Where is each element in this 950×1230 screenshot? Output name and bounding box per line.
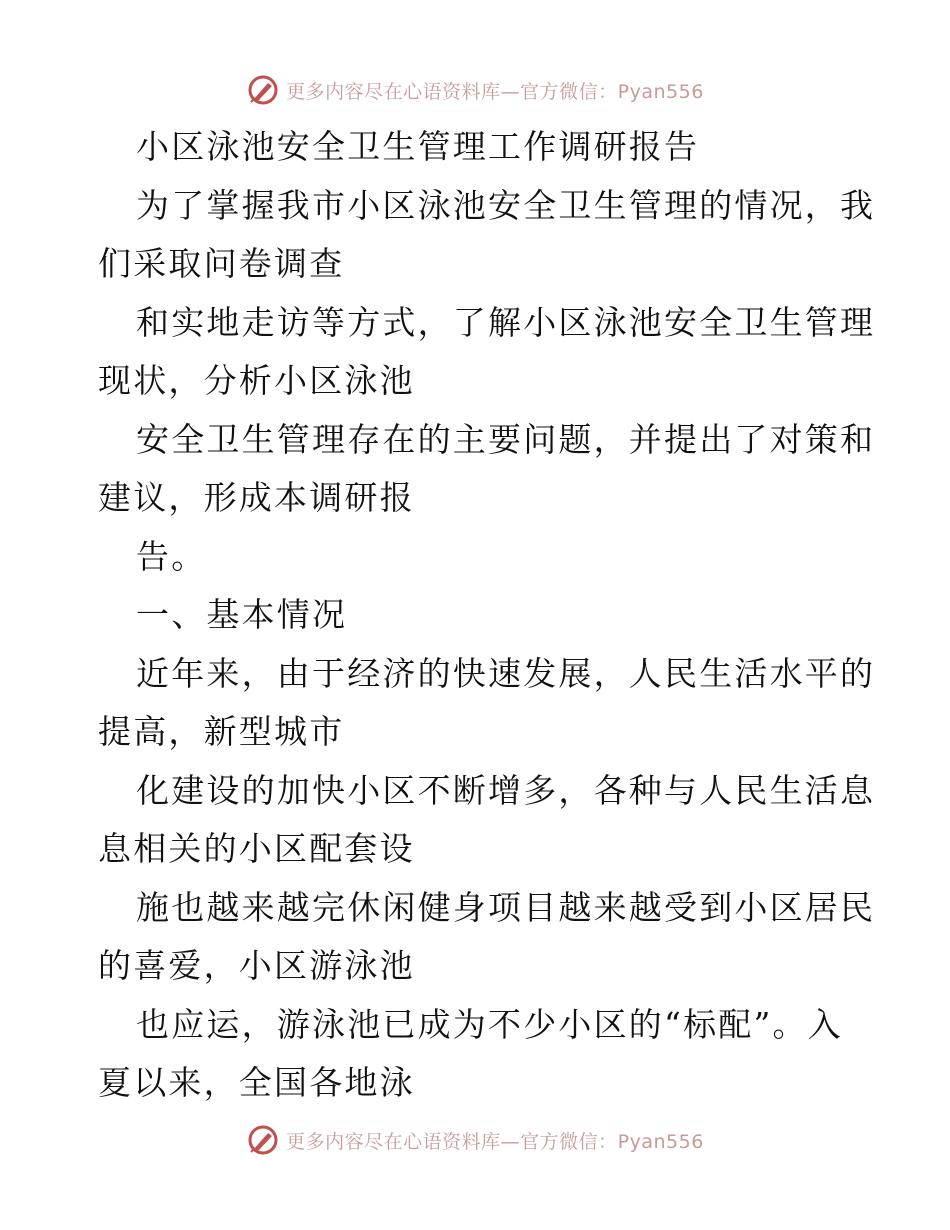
- paragraph-line: 提高，新型城市: [98, 712, 345, 751]
- pen-logo-icon: [246, 1123, 280, 1157]
- header-watermark-text: 更多内容尽在心语资料库—官方微信：Pyan556: [286, 80, 704, 103]
- paragraph-line: 化建设的加快小区不断增多，各种与人民生活息: [136, 770, 876, 810]
- paragraph-line: 安全卫生管理存在的主要问题，并提出了对策和: [136, 419, 876, 459]
- paragraph-line: 告。: [136, 536, 207, 576]
- document-body: [98, 118, 876, 1113]
- document-title: 小区泳池安全卫生管理工作调研报告: [136, 127, 700, 166]
- paragraph-line: 们采取问卷调查: [98, 244, 345, 283]
- paragraph-line: 息相关的小区配套设: [98, 829, 415, 868]
- section-heading: 一、基本情况: [136, 595, 348, 634]
- footer-watermark-banner: [0, 1120, 950, 1160]
- paragraph-line: 也应运，游泳池已成为不少小区的“标配”。入: [136, 1004, 843, 1044]
- paragraph-line: 为了掌握我市小区泳池安全卫生管理的情况，我: [136, 185, 876, 225]
- header-watermark-banner: [0, 70, 950, 110]
- pen-logo-icon: [246, 73, 280, 107]
- paragraph-line: 夏以来，全国各地泳: [98, 1063, 415, 1102]
- paragraph-line: 现状，分析小区泳池: [98, 361, 415, 400]
- paragraph-line: 施也越来越完休闲健身项目越来越受到小区居民: [136, 887, 876, 927]
- paragraph-line: 和实地走访等方式，了解小区泳池安全卫生管理: [136, 302, 876, 342]
- paragraph-line: 的喜爱，小区游泳池: [98, 946, 415, 985]
- footer-watermark-text: 更多内容尽在心语资料库—官方微信：Pyan556: [286, 1130, 704, 1153]
- paragraph-line: 建议，形成本调研报: [98, 478, 415, 517]
- paragraph-line: 近年来，由于经济的快速发展，人民生活水平的: [136, 653, 876, 693]
